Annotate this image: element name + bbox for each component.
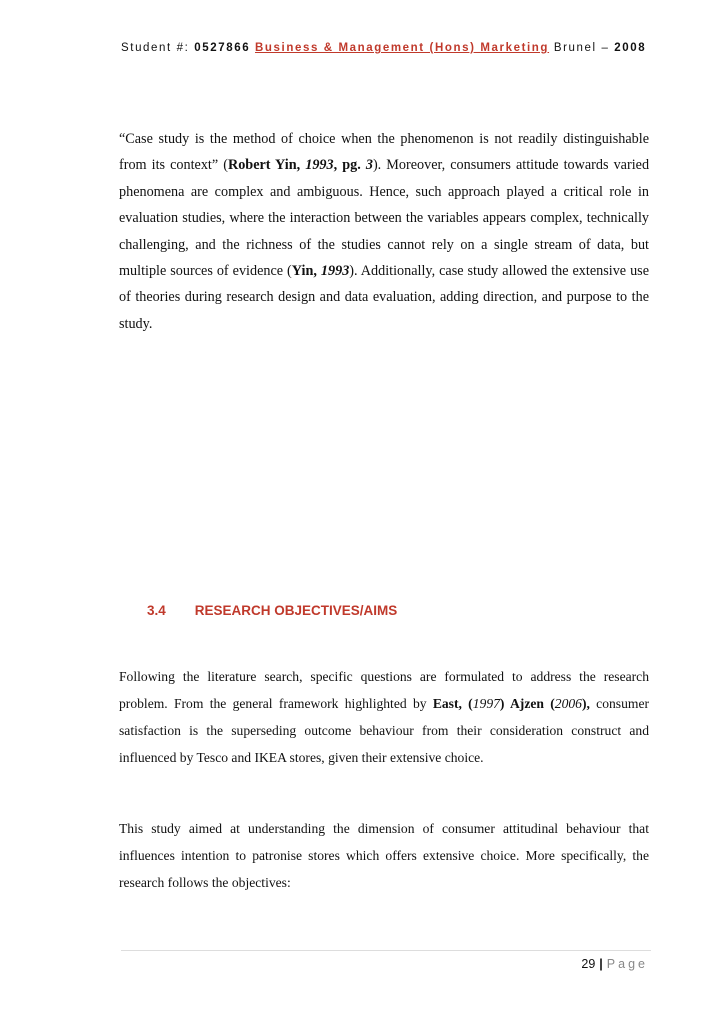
student-label: Student #: <box>121 42 190 54</box>
header-year: 2008 <box>614 42 647 54</box>
citation-author: East, <box>432 696 462 711</box>
paren: ), <box>581 696 590 711</box>
citation-page-label: , pg. <box>333 157 361 174</box>
study-aim-paragraph: This study aimed at understanding the dimension of consumer attitudinal behaviour that influences intention to patronise stores which offers extensive choice. More specifically, the research follows the objectives: <box>119 821 649 890</box>
section-heading <box>147 603 397 618</box>
citation-author: Ajzen <box>509 696 544 711</box>
citation-author: Yin, <box>291 263 317 280</box>
student-number: 0527866 <box>194 42 251 54</box>
citation-year: 1993 <box>320 263 350 280</box>
page-header <box>121 42 661 54</box>
case-study-paragraph <box>119 126 649 337</box>
citation-year: 1997 <box>472 696 500 711</box>
page-number: 29 <box>581 957 596 971</box>
paragraph-text: consumer satisfaction is the superseding outcome behaviour from their consideration construct and influenced by Tesco and IKEA stores, given their extensive choice. <box>119 696 650 765</box>
section-title: RESEARCH OBJECTIVES/AIMS <box>194 603 398 618</box>
paren: ( <box>461 696 473 711</box>
footer-divider <box>121 950 651 951</box>
course-title: Business & Management (Hons) Marketing <box>255 42 550 54</box>
objectives-paragraph <box>119 663 649 771</box>
citation-year: 1993 <box>305 157 334 174</box>
page-footer <box>581 957 648 971</box>
paren: ( <box>543 696 555 711</box>
paren: ) <box>499 696 510 711</box>
citation-year: 2006 <box>554 696 582 711</box>
quote-text: “Case study is the method of choice when the phenomenon is not readily distinguishable from its context” ( <box>119 131 649 174</box>
page-label: Page <box>606 957 648 971</box>
university-name: Brunel – <box>553 42 610 54</box>
paragraph-text: ). Additionally, case study allowed the extensive use of theories during research design and data evaluation, adding direction, and purpose to the study. <box>119 263 649 332</box>
paragraph-text: Following the literature search, specific questions are formulated to address the research problem. From the general framework highlighted by <box>119 669 649 711</box>
citation-author: Robert Yin, <box>227 157 301 174</box>
citation-page: 3 <box>365 157 373 174</box>
paragraph-text: ). Moreover, consumers attitude towards varied phenomena are complex and ambiguous. Hence, such approach played a critical role in evaluation studies, where the interaction between the variables appears complex, technically challenging, and the richness of the studies cannot rely on a single stream of data, but multiple sources of evidence ( <box>119 157 650 280</box>
section-number: 3.4 <box>147 603 166 618</box>
footer-separator: | <box>599 957 603 971</box>
